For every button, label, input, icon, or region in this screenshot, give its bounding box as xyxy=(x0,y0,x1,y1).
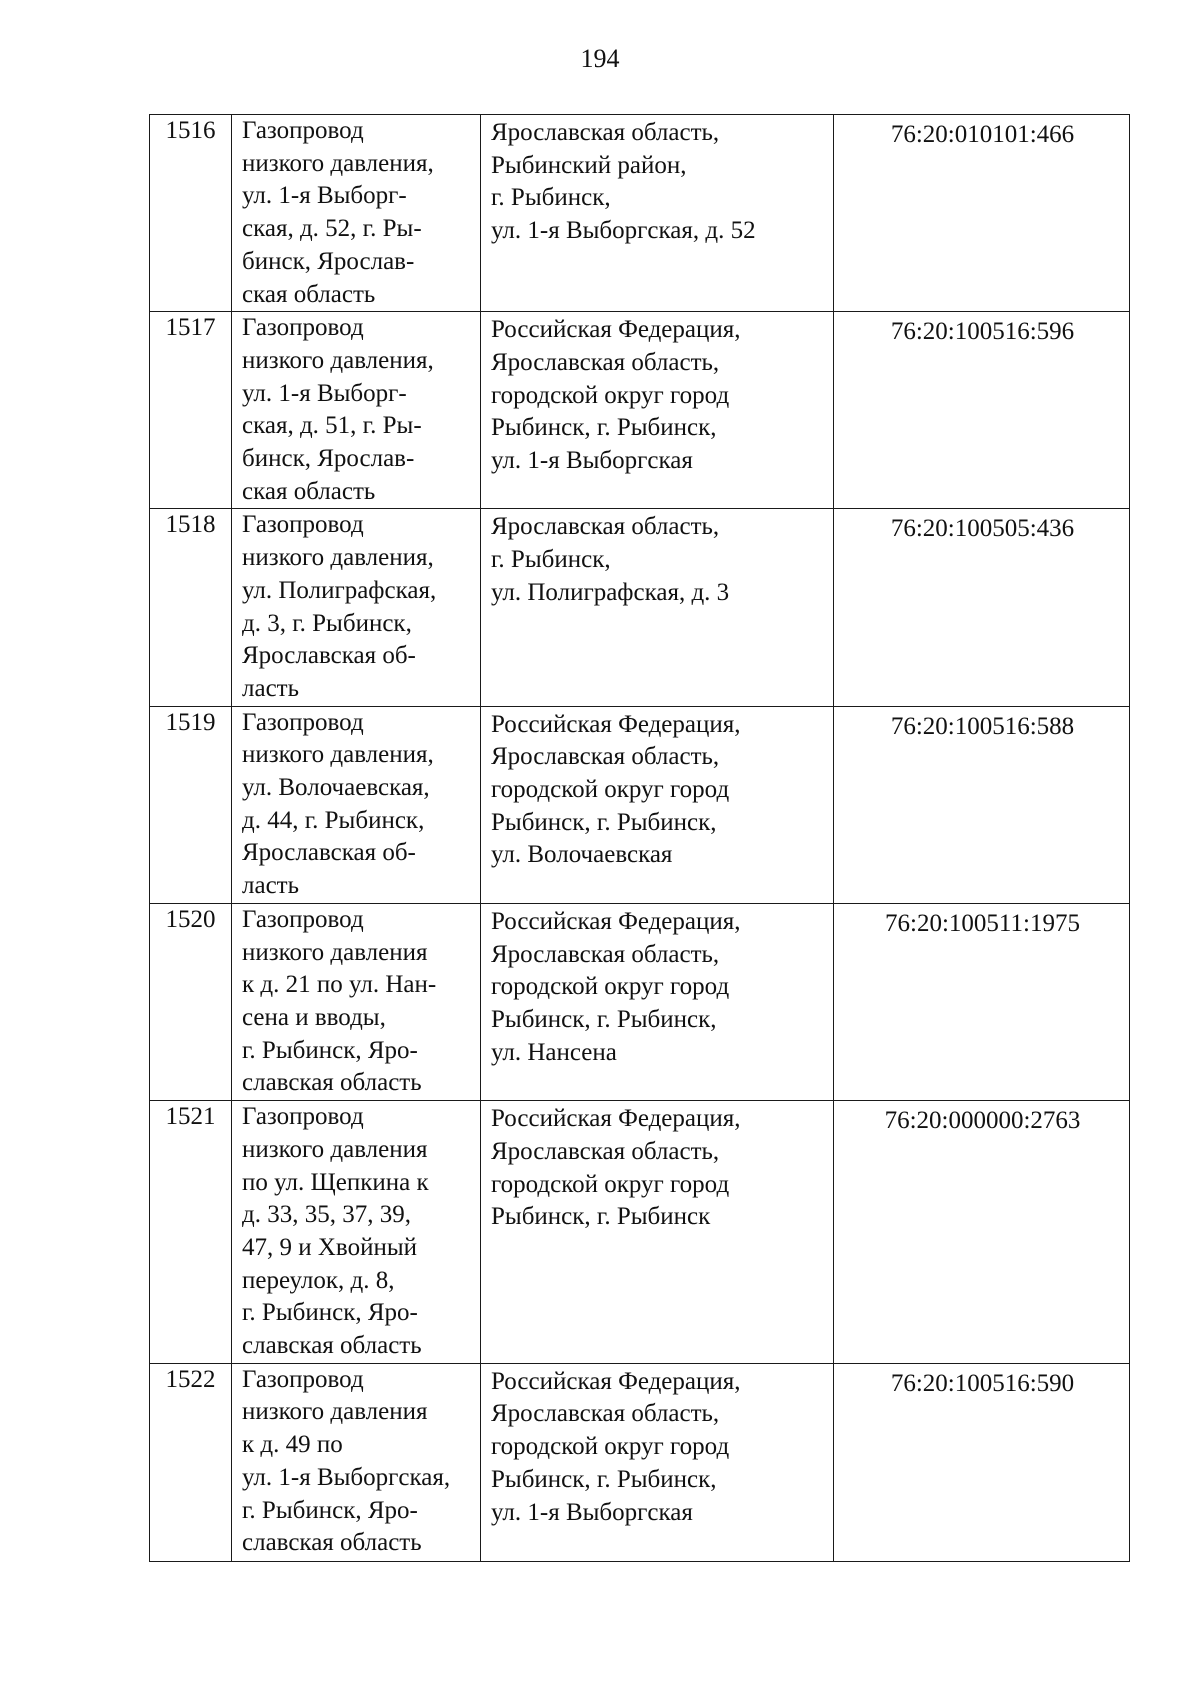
object-name: Газопровод низкого давления к д. 49 по ул. 1-я Выборгская, г. Рыбинск, Яро- славская область xyxy=(232,1363,481,1561)
registry-table xyxy=(149,114,1130,1562)
cadastral-number: 76:20:100516:596 xyxy=(834,312,1130,509)
object-address: Российская Федерация, Ярославская область, городской округ город Рыбинск, г. Рыбинск, ул. 1-я Выборгская xyxy=(481,312,834,509)
row-number: 1518 xyxy=(150,509,232,706)
row-number: 1521 xyxy=(150,1101,232,1364)
table-row xyxy=(150,1363,1130,1561)
object-address: Российская Федерация, Ярославская область, городской округ город Рыбинск, г. Рыбинск, ул. 1-я Выборгская xyxy=(481,1363,834,1561)
object-name: Газопровод низкого давления, ул. 1-я Выборг- ская, д. 51, г. Ры- бинск, Ярослав- ская область xyxy=(232,312,481,509)
object-address: Ярославская область, Рыбинский район, г. Рыбинск, ул. 1-я Выборгская, д. 52 xyxy=(481,115,834,312)
cadastral-number: 76:20:100511:1975 xyxy=(834,903,1130,1100)
cadastral-number: 76:20:010101:466 xyxy=(834,115,1130,312)
object-name: Газопровод низкого давления к д. 21 по ул. Нан- сена и вводы, г. Рыбинск, Яро- славская область xyxy=(232,903,481,1100)
table-row xyxy=(150,903,1130,1100)
row-number: 1516 xyxy=(150,115,232,312)
object-name: Газопровод низкого давления по ул. Щепкина к д. 33, 35, 37, 39, 47, 9 и Хвойный переулок, д. 8, г. Рыбинск, Яро- славская область xyxy=(232,1101,481,1364)
object-address: Российская Федерация, Ярославская область, городской округ город Рыбинск, г. Рыбинск, ул. Волочаевская xyxy=(481,706,834,903)
table-row xyxy=(150,1101,1130,1364)
object-name: Газопровод низкого давления, ул. 1-я Выборг- ская, д. 52, г. Ры- бинск, Ярослав- ская область xyxy=(232,115,481,312)
cadastral-number: 76:20:100516:588 xyxy=(834,706,1130,903)
cadastral-number: 76:20:100505:436 xyxy=(834,509,1130,706)
row-number: 1520 xyxy=(150,903,232,1100)
object-address: Российская Федерация, Ярославская область, городской округ город Рыбинск, г. Рыбинск xyxy=(481,1101,834,1364)
object-name: Газопровод низкого давления, ул. Полиграфская, д. 3, г. Рыбинск, Ярославская об- ласть xyxy=(232,509,481,706)
object-name: Газопровод низкого давления, ул. Волочаевская, д. 44, г. Рыбинск, Ярославская об- ласть xyxy=(232,706,481,903)
cadastral-number: 76:20:100516:590 xyxy=(834,1363,1130,1561)
object-address: Ярославская область, г. Рыбинск, ул. Полиграфская, д. 3 xyxy=(481,509,834,706)
table-row xyxy=(150,509,1130,706)
row-number: 1522 xyxy=(150,1363,232,1561)
row-number: 1519 xyxy=(150,706,232,903)
table-row xyxy=(150,312,1130,509)
cadastral-number: 76:20:000000:2763 xyxy=(834,1101,1130,1364)
table-row xyxy=(150,706,1130,903)
object-address: Российская Федерация, Ярославская область, городской округ город Рыбинск, г. Рыбинск, ул. Нансена xyxy=(481,903,834,1100)
page-number: 194 xyxy=(580,44,620,73)
table-row xyxy=(150,115,1130,312)
row-number: 1517 xyxy=(150,312,232,509)
